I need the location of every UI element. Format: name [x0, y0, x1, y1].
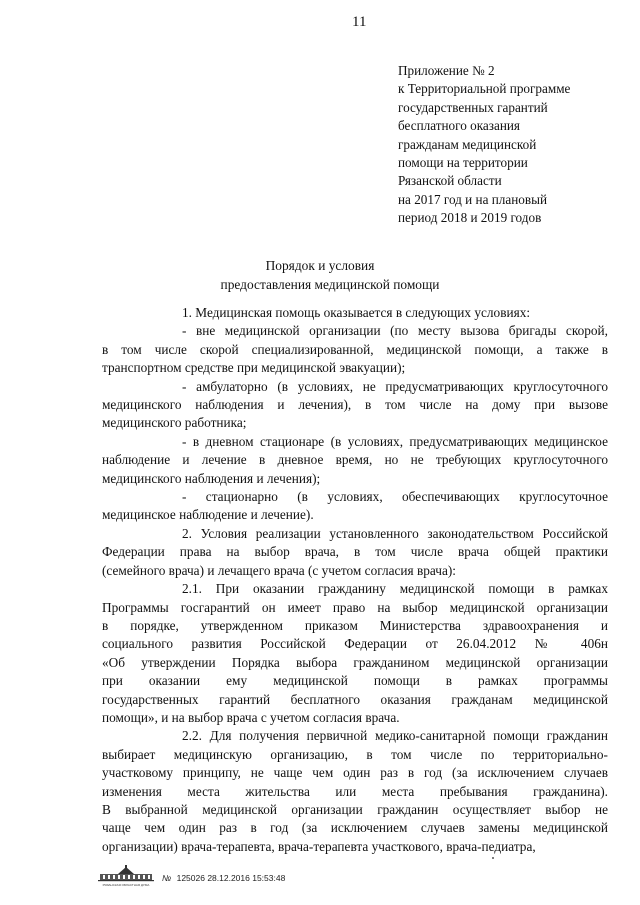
- appendix-line: помощи на территории: [398, 155, 528, 171]
- paragraph: [102, 580, 608, 727]
- paragraph-line: изменения места жительства или места пребывания гражданина).: [102, 783, 608, 799]
- paragraph-line: в том числе скорой специализированной, медицинской помощи, а также в: [102, 341, 608, 357]
- document-title: [0, 257, 640, 294]
- paragraph-line: медицинское наблюдение и лечение).: [102, 507, 314, 523]
- paragraph-line: (семейного врача) и лечащего врача (с учетом согласия врача):: [102, 562, 456, 578]
- paragraph-line: 2.1. При оказании гражданину медицинской помощи в рамках: [182, 581, 608, 597]
- registration-stamp: [162, 873, 285, 883]
- paragraph-line: 2.2. Для получения первичной медико-санитарной помощи гражданин: [182, 728, 608, 744]
- paragraph: [102, 525, 608, 580]
- duma-building-logo: [96, 865, 156, 887]
- page-number: 11: [352, 14, 367, 30]
- paragraph-line: - стационарно (в условиях, обеспечивающих круглосуточное: [182, 489, 608, 505]
- paragraph-line: - амбулаторно (в условиях, не предусматривающих круглосуточного: [182, 378, 608, 394]
- paragraph-line: Программы госгарантий он имеет право на выбор медицинской организации: [102, 599, 608, 615]
- paragraph-line: - в дневном стационаре (в условиях, предусматривающих медицинское: [182, 433, 608, 449]
- paragraph-line: 2. Условия реализации установленного законодательством Российской: [182, 525, 608, 541]
- paragraph-line: помощи», и на выбор врача с учетом согласия врача.: [102, 709, 400, 725]
- appendix-line: к Территориальной программе: [398, 81, 571, 97]
- paragraph-line: медицинского наблюдения и лечения);: [102, 470, 321, 486]
- paragraph-line: медицинского работника;: [102, 415, 247, 431]
- paragraph: [102, 304, 608, 322]
- document-footer: [96, 865, 356, 887]
- paragraph: [102, 727, 608, 856]
- signature-mark: №: [162, 873, 172, 883]
- paragraph-line: при оказании ему медицинской помощи в рамках программы: [102, 673, 608, 689]
- appendix-line: бесплатного оказания: [398, 118, 521, 134]
- paragraph-line: в порядке, утвержденном приказом Министерства здравоохранения и: [102, 617, 608, 633]
- appendix-line: Рязанской области: [398, 173, 502, 189]
- paragraph-line: транспортном средстве при медицинской эвакуации);: [102, 360, 406, 376]
- appendix-line: на 2017 год и на плановый: [398, 191, 548, 207]
- paragraph-line: выбирает медицинскую организацию, в том числе по территориально-: [102, 746, 608, 762]
- paragraph-line: социального развития Российской Федерации от 26.04.2012 № 406н: [102, 636, 608, 652]
- svg-text:РЯЗАНСКАЯ ОБЛАСТНАЯ ДУМА: РЯЗАНСКАЯ ОБЛАСТНАЯ ДУМА: [102, 883, 150, 887]
- scan-speck: [492, 857, 494, 859]
- paragraph-line: 1. Медицинская помощь оказывается в следующих условиях:: [182, 305, 531, 320]
- title-line-1: Порядок и условия: [265, 258, 375, 273]
- appendix-line: гражданам медицинской: [398, 136, 537, 152]
- title-line-2: предоставления медицинской помощи: [220, 276, 440, 292]
- paragraph: [102, 322, 608, 377]
- paragraph-line: медицинского наблюдения и лечения), в том числе на дому при вызове: [102, 397, 608, 413]
- paragraph-line: «Об утверждении Порядка выбора гражданином медицинской организации: [102, 654, 608, 670]
- appendix-line: государственных гарантий: [398, 99, 548, 115]
- paragraph-line: наблюдение и лечение в дневное время, но не требующих круглосуточного: [102, 452, 608, 468]
- registration-number-date: 125026 28.12.2016 15:53:48: [176, 873, 286, 883]
- paragraph: [102, 378, 608, 433]
- paragraph-line: Федерации права на выбор врача, в том числе врача общей практики: [102, 544, 608, 560]
- paragraph-line: участковому принципу, не чаще чем один раз в год (за исключением случаев: [102, 765, 608, 781]
- appendix-block: [398, 62, 634, 228]
- document-body: [102, 304, 608, 856]
- appendix-line: период 2018 и 2019 годов: [398, 210, 542, 226]
- paragraph-line: В выбранной медицинской организации гражданин осуществляет выбор не: [102, 801, 608, 817]
- paragraph-line: организации) врача-терапевта, врача-терапевта участкового, врача-педиатра,: [102, 838, 536, 854]
- appendix-line: Приложение № 2: [398, 63, 495, 78]
- paragraph: [102, 433, 608, 488]
- paragraph: [102, 488, 608, 525]
- paragraph-line: - вне медицинской организации (по месту вызова бригады скорой,: [182, 323, 608, 339]
- paragraph-line: государственных гарантий бесплатного оказания гражданам медицинской: [102, 691, 608, 707]
- paragraph-line: чаще чем один раз в год (за исключением случаев замены медицинской: [102, 820, 608, 836]
